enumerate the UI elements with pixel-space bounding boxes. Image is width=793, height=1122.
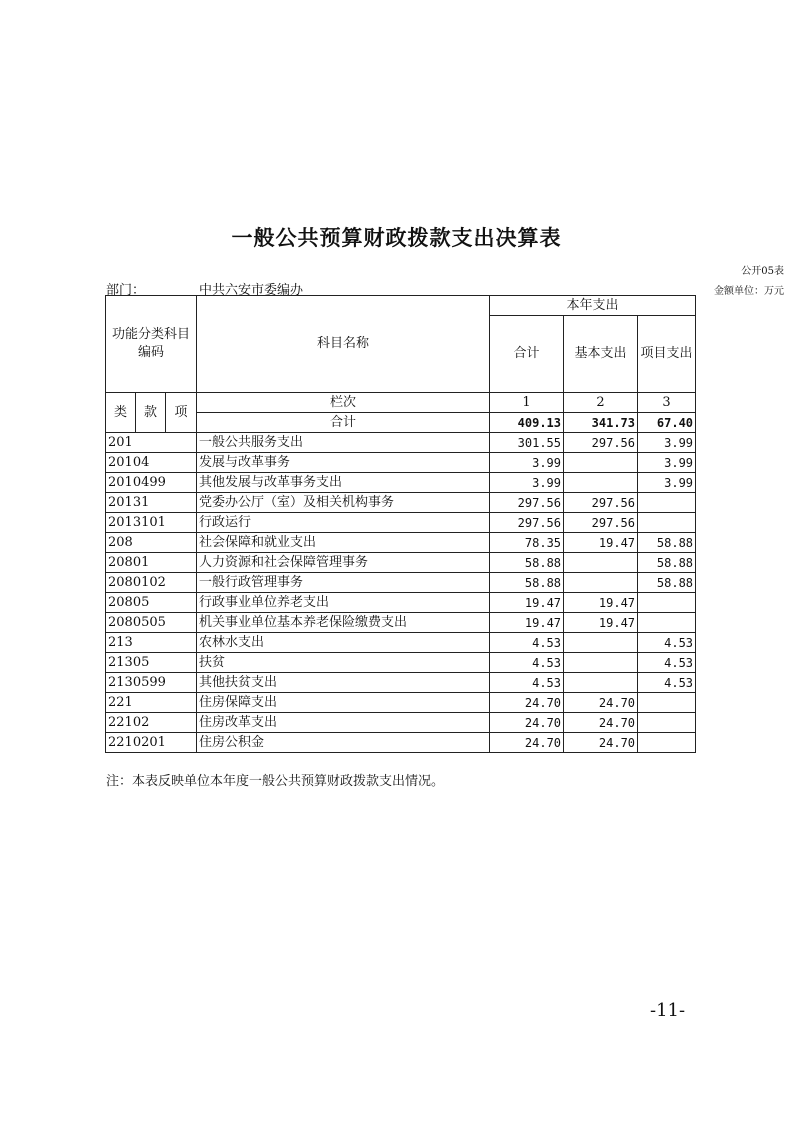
row-total: 4.53	[490, 673, 564, 693]
total-row-basic: 341.73	[564, 413, 638, 433]
row-project	[638, 593, 696, 613]
row-project: 3.99	[638, 433, 696, 453]
amount-unit: 金额单位：万元	[714, 286, 784, 297]
header-kuan: 款	[136, 393, 166, 433]
row-basic: 297.56	[564, 513, 638, 533]
row-code: 2080505	[106, 613, 197, 633]
row-project: 4.53	[638, 633, 696, 653]
row-code: 221	[106, 693, 197, 713]
row-basic	[564, 673, 638, 693]
row-basic: 297.56	[564, 433, 638, 453]
row-project	[638, 613, 696, 633]
row-project: 58.88	[638, 573, 696, 593]
row-code: 213	[106, 633, 197, 653]
table-row	[106, 593, 696, 613]
table-note: 注：本表反映单位本年度一般公共预算财政拨款支出情况。	[106, 774, 445, 789]
table-row	[106, 613, 696, 633]
row-name: 住房保障支出	[197, 693, 490, 713]
row-name: 党委办公厅（室）及相关机构事务	[197, 493, 490, 513]
header-subject-name: 科目名称	[197, 296, 490, 393]
expenditure-table	[105, 295, 696, 753]
row-name: 一般行政管理事务	[197, 573, 490, 593]
table-row	[106, 433, 696, 453]
row-basic: 24.70	[564, 713, 638, 733]
row-total: 4.53	[490, 653, 564, 673]
header-col-basic: 基本支出	[564, 316, 638, 393]
row-basic: 24.70	[564, 733, 638, 753]
page-number: -11-	[650, 1000, 686, 1021]
header-xiang: 项	[166, 393, 197, 433]
row-project	[638, 733, 696, 753]
row-basic: 24.70	[564, 693, 638, 713]
row-total: 297.56	[490, 493, 564, 513]
row-name: 人力资源和社会保障管理事务	[197, 553, 490, 573]
table-row	[106, 673, 696, 693]
row-code: 20104	[106, 453, 197, 473]
row-total: 24.70	[490, 713, 564, 733]
row-code: 2013101	[106, 513, 197, 533]
row-code: 22102	[106, 713, 197, 733]
row-total: 19.47	[490, 613, 564, 633]
table-row	[106, 733, 696, 753]
total-row-project: 67.40	[638, 413, 696, 433]
department-label: 部门：	[106, 283, 146, 298]
row-name: 其他发展与改革事务支出	[197, 473, 490, 493]
row-name: 行政运行	[197, 513, 490, 533]
header-lanci: 栏次	[197, 393, 490, 413]
row-name: 住房公积金	[197, 733, 490, 753]
row-name: 社会保障和就业支出	[197, 533, 490, 553]
row-code: 201	[106, 433, 197, 453]
row-code: 208	[106, 533, 197, 553]
row-project	[638, 693, 696, 713]
row-project: 4.53	[638, 653, 696, 673]
header-func-code: 功能分类科目编码	[106, 296, 197, 393]
table-row	[106, 573, 696, 593]
header-num-3: 3	[638, 393, 696, 413]
row-total: 58.88	[490, 553, 564, 573]
row-basic	[564, 573, 638, 593]
row-code: 2130599	[106, 673, 197, 693]
form-code: 公开05表	[741, 266, 784, 277]
row-name: 发展与改革事务	[197, 453, 490, 473]
row-code: 20801	[106, 553, 197, 573]
header-lei: 类	[106, 393, 136, 433]
table-row	[106, 633, 696, 653]
total-row-total: 409.13	[490, 413, 564, 433]
row-basic	[564, 633, 638, 653]
table-row	[106, 493, 696, 513]
row-code: 20805	[106, 593, 197, 613]
row-name: 一般公共服务支出	[197, 433, 490, 453]
header-current-year: 本年支出	[490, 296, 696, 316]
row-basic: 19.47	[564, 593, 638, 613]
header-num-1: 1	[490, 393, 564, 413]
row-total: 24.70	[490, 733, 564, 753]
row-project: 58.88	[638, 553, 696, 573]
row-basic: 19.47	[564, 613, 638, 633]
row-name: 其他扶贫支出	[197, 673, 490, 693]
row-project: 58.88	[638, 533, 696, 553]
table-row	[106, 653, 696, 673]
row-total: 297.56	[490, 513, 564, 533]
row-code: 2210201	[106, 733, 197, 753]
header-col-total: 合计	[490, 316, 564, 393]
header-col-project: 项目支出	[638, 316, 696, 393]
total-row-label: 合计	[197, 413, 490, 433]
row-name: 农林水支出	[197, 633, 490, 653]
row-total: 4.53	[490, 633, 564, 653]
row-basic: 297.56	[564, 493, 638, 513]
row-total: 3.99	[490, 453, 564, 473]
row-name: 住房改革支出	[197, 713, 490, 733]
row-project	[638, 513, 696, 533]
row-total: 3.99	[490, 473, 564, 493]
table-row	[106, 553, 696, 573]
row-total: 78.35	[490, 533, 564, 553]
table-row	[106, 713, 696, 733]
row-basic	[564, 553, 638, 573]
row-basic	[564, 473, 638, 493]
row-project	[638, 493, 696, 513]
row-name: 机关事业单位基本养老保险缴费支出	[197, 613, 490, 633]
table-row	[106, 533, 696, 553]
row-code: 21305	[106, 653, 197, 673]
row-total: 58.88	[490, 573, 564, 593]
row-code: 20131	[106, 493, 197, 513]
row-project: 3.99	[638, 473, 696, 493]
row-basic	[564, 653, 638, 673]
table-row	[106, 473, 696, 493]
table-row	[106, 513, 696, 533]
row-total: 19.47	[490, 593, 564, 613]
row-project: 4.53	[638, 673, 696, 693]
department-value: 中共六安市委编办	[199, 283, 304, 298]
row-name: 扶贫	[197, 653, 490, 673]
row-code: 2010499	[106, 473, 197, 493]
page-title: 一般公共预算财政拨款支出决算表	[231, 226, 562, 250]
row-total: 24.70	[490, 693, 564, 713]
row-total: 301.55	[490, 433, 564, 453]
row-basic	[564, 453, 638, 473]
table-row	[106, 453, 696, 473]
row-code: 2080102	[106, 573, 197, 593]
header-num-2: 2	[564, 393, 638, 413]
row-project	[638, 713, 696, 733]
row-basic: 19.47	[564, 533, 638, 553]
row-project: 3.99	[638, 453, 696, 473]
row-name: 行政事业单位养老支出	[197, 593, 490, 613]
table-row	[106, 693, 696, 713]
